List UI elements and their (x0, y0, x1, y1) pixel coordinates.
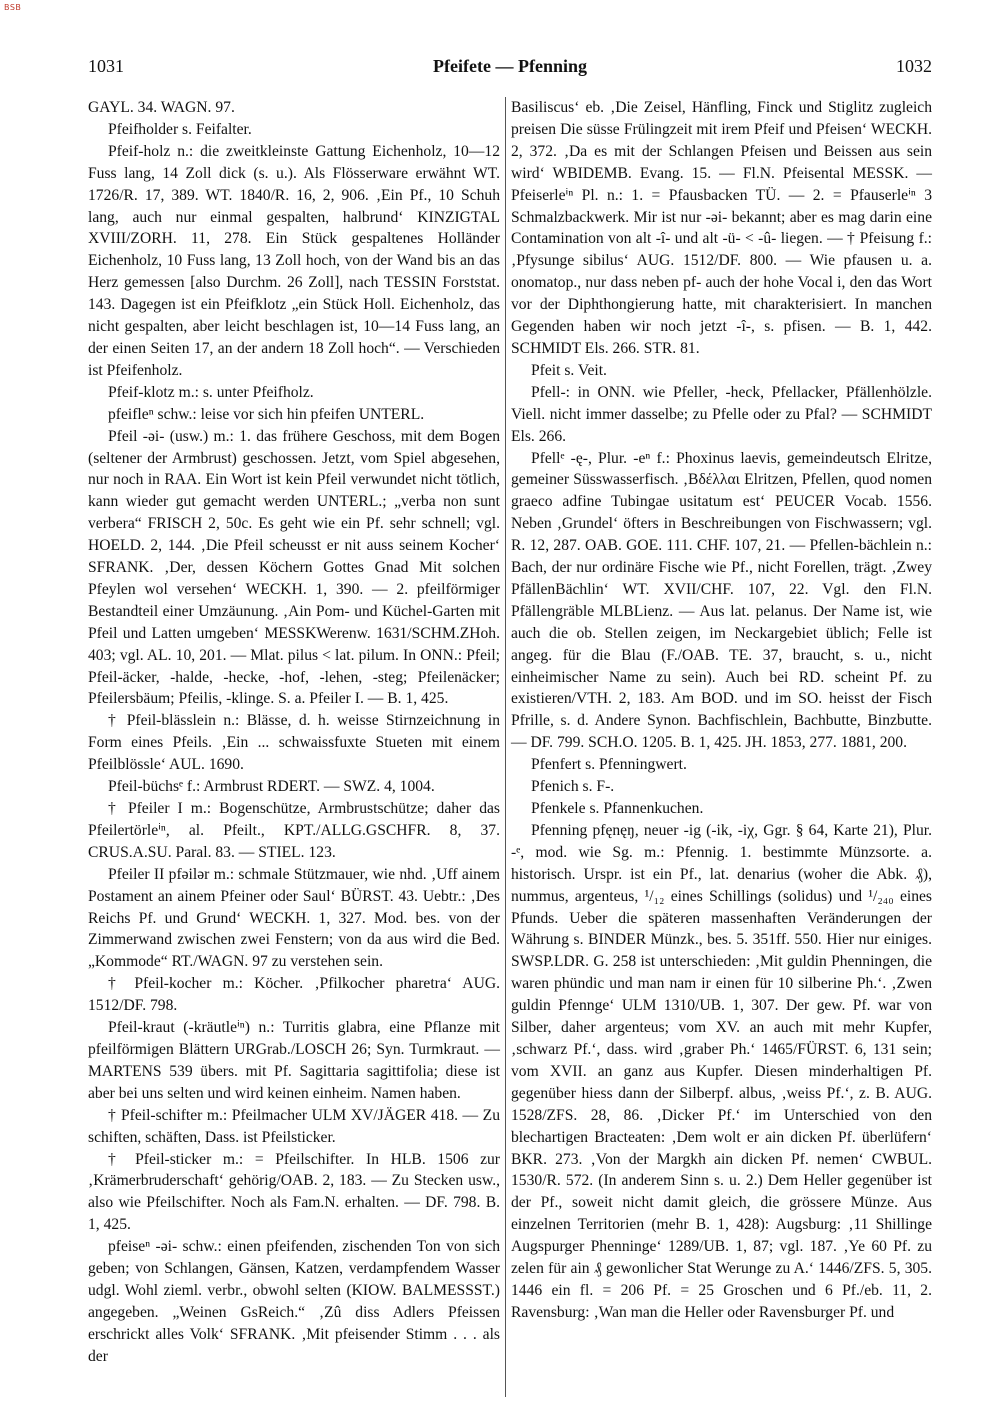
entry-pfenning: Pfenning pfęnęŋ, neuer -ig (-ik, -iχ, Ggr. § 64, Karte 21), Plur. -ᵉ, mod. wie Sg. m.: Pfennig. 1. bestimmte Münzsorte. a. historisch. Urspr. ist ein Pf., lat. denarius (woher die Abk. ₰), nummus, argenteus, ¹/₁₂ eines Schillings (solidus) und ¹/₂₄₀ eines Pfunds. Ueber die späteren massenhaften Veränderungen der Währung s. BINDER Münzk., bes. 5. 351ff. 550. Hier nur einiges. SWSP.LDR. G. 258 ist unterschieden: ‚Mit guldin Phenningen, die waren phündic und man nam ir einen für 10 silberine Ph.‘. ‚Zwen guldin Pfennge‘ ULM 1310/UB. 1, 307. Der gew. Pf. war von Silber, daher argenteus; vom XV. an auch mit mehr Kupfer, ‚schwarz Pf.‘, dass. wird ‚graber Ph.‘ 1465/FÜRST. 6, 131 sein; vom XVII. an ganz aus Kupfer. Diesen minderhaltigen Pf. gegenüber hiess dann der Silberpf. albus, ‚weiss Pf.‘, z. B. AUG. 1528/ZFS. 28, 86. ‚Dicker Pf.‘ im Unterschied von den blechartigen Bracteaten: ‚Dem wolt er ain dicken Pf. überlüfern‘ BKR. 273. ‚Von der Margkh ain dicken Pf. nemen‘ CWBUL. 1530/R. 572. (In anderem Sinn s. u. 2.) Dem Heller gegenüber ist der Pf., soweit nicht damit gleich, die grössere Münze. Aus einzelnen Territorien (mehr B. 1, 428): Augsburg: ‚11 Shillinge Augspurger Phenninge‘ 1289/UB. 1, 87; vgl. 187. ‚Ye 60 Pf. zu zelen für ain ₰ gewonlicher Stat Werunge zu A.‘ 1446/ZFS. 5, 305. 1446 ein fl. = 206 Pf. = 25 Groschen und 6 Pf./eb. 11, 2. Ravensburg: ‚Wan man die Heller oder Ravensburger Pf. und (511, 821, 932, 1321)
entry-pfeil: Pfeil -əi- (usw.) m.: 1. das frühere Geschoss, mit dem Bogen (seltener der Armbrust) geschossen. Jetzt, vom Spiel abgesehen, nur noch in RAA. Ein Wort ist kein Pfeil verwundet nicht tötlich, kann wieder gut gemacht werden UNTERL.; „verba non sunt verbera“ FRISCH 2, 50c. Es geht wie ein Pf. sehr schnell; vgl. HOELD. 2, 144. ‚Die Pfeil scheusst er nit auss seinem Kocher‘ SFRANK. ‚Der, dessen Köchern Gottes Gnad Mit solchen Pfeylen wol versehen‘ WECKH. 1, 390. — 2. pfeilförmiger Bestandteil einer Umzäunung. ‚Ain Pom- und Küchel-Garten mit Pfeil und Latten umgeben‘ MESSKWerenw. 1631/SCHM.ZHoh. 403; vgl. AL. 10, 201. — Mlat. pilus < lat. pilum. In ONN.: Pfeil; Pfeil-äcker, -halde, -hecke, -hof, -lehen, -steg; Pfeilenäcker; Pfeilersbäum; Pfeilis, -klinge. S. a. Pfeiler I. — B. 1, 425. (88, 427, 500, 708)
entry-text: GAYL. 34. WAGN. 97. (88, 99, 235, 116)
entry-pfeifholder: Pfeifholder s. Feifalter. (108, 120, 252, 138)
entry-pfeisen: pfeiseⁿ -əi- schw.: einen pfeifenden, zischenden Ton von sich geben; von Schlangen, Gänsen, Katzen, verdampfendem Wasser udgl. Wohl zieml. verbr., obwohl selten (KIOW. BALMESSST.) angegeben. „Weinen GsReich.“ ‚Zû diss Adlers Pfeissen erschrickt alles Volk‘ SFRANK. ‚Mit pfeisender Stimm . . . als der (88, 1238, 500, 1365)
entry-pfeil-blaesslein: † Pfeil-blässlein n.: Blässe, d. h. weisse Stirnzeichnung in Form eines Pfeils. ‚Ein ... schwaissfuxte Stueten mit einem Pfeilblössle‘ AUL. 1690. (88, 712, 500, 774)
right-column (511, 97, 932, 1324)
entry-pfeiler-2: Pfeiler II pfəilər m.: schmale Stützmauer, wie nhd. ‚Uff ainem Postament an ainem Pfeiner oder Saul‘ BÜRST. 43. Uebtr.: ‚Des Reichs Pf. und Grund‘ WECKH. 1, 327. Mod. bes. von der Zimmerwand zwischen zwei Fenstern; von da aus wird die Bed. „Kommode“ RT./WAGN. 97 zu verstehen sein. (88, 865, 500, 971)
entry-pfeit: Pfeit s. Veit. (531, 361, 607, 379)
entry-pfell: Pfell-: in ONN. wie Pfeller, -heck, Pfellacker, Pfällenhölzle. Viell. nicht immer dasselbe; zu Pfelle oder zu Pfal? — SCHMIDT Els. 266. (511, 383, 932, 445)
left-column (88, 97, 500, 1368)
left-page-number: 1031 (88, 56, 124, 76)
right-page-number: 1032 (896, 56, 932, 76)
library-stamp: BSB (4, 3, 22, 12)
running-title: Pfeifete — Pfenning (433, 56, 587, 76)
entry-pfeiler-1: † Pfeiler I m.: Bogenschütze, Armbrustschütze; daher das Pfeilertörleⁱⁿ, al. Pfeilt., KPT./ALLG.GSCHFR. 8, 37. CRUS.A.SU. Paral. 83. — STIEL. 123. (88, 800, 500, 861)
column-divider (505, 97, 506, 1397)
entry-pfeil-kraut: Pfeil-kraut (-kräutleⁱⁿ) n.: Turritis glabra, eine Pflanze mit pfeilförmigen Blättern URGrab./LOSCH 26; Syn. Turmkraut. — MARTENS 539 übers. mit Pf. Sagittaria sagittifolia; diese ist aber bei uns selten und wird keinen einheim. Namen haben. (88, 1019, 500, 1102)
entry-pfeif-klotz: Pfeif-klotz m.: s. unter Pfeifholz. (108, 383, 314, 401)
entry-pfeil-buechse: Pfeil-büchsᵉ f.: Armbrust RDERT. — SWZ. 4, 1004. (108, 778, 435, 796)
entry-pfeil-sticker: † Pfeil-sticker m.: = Pfeilschifter. In HLB. 1506 zur ‚Krämerbruderschaft‘ gehörig/OAB. 2, 183. — Zu Stecken usw., also wie Pfeilschifter. Noch als Fam.N. erhalten. — DF. 798. B. 1, 425. (88, 1150, 500, 1234)
entry-pfenkele: Pfenkele s. Pfannenkuchen. (531, 800, 704, 817)
entry-pfenich: Pfenich s. F-. (531, 778, 615, 796)
entry-continuation: Basiliscus‘ eb. ‚Die Zeisel, Hänfling, Finck und Stiglitz zugleich preisen Die süsse Frülingzeit mit irem Pfeif und Pfeisen‘ WECKH. 2, 372. ‚Da es mit der Schlangen Pfeisen und Beissen aus sein wird‘ WBIDEMB. Evang. 15. — Fl.N. Pfeisental MESSK. — Pfeiserleⁱⁿ Pl. n.: 1. = Pfausbacken TÜ. — 2. = Pfauserleⁱⁿ 3 Schmalzbackwerk. Mir ist nur -əi- bekannt; aber es mag darin eine Contamination von alt -î- und alt -ü- < -û- liegen. — † Pfeisung f.: ‚Pfysunge sibilus‘ AUG. 1512/DF. 800. — Wie pfausen u. a. onomatop., nur dass neben pf- auch der hohe Vocal i, den das Wort vor der Diphthongierung hatte, mit charakterisiert. In manchen Gegenden haben wir noch jetzt -î-, s. pfisen. — B. 1, 442. SCHMIDT Els. 266. STR. 81. (511, 99, 932, 357)
entry-pfeil-kocher: † Pfeil-kocher m.: Köcher. ‚Pfilkocher pharetra‘ AUG. 1512/DF. 798. (88, 975, 500, 1015)
entry-pfeifle: pfeifleⁿ schw.: leise vor sich hin pfeifen UNTERL. (108, 405, 425, 423)
page-header (88, 56, 932, 86)
entry-pfelle: Pfellᵉ -ę-, Plur. -eⁿ f.: Phoxinus laevis, gemeindeutsch Elritze, gemeiner Süsswasserfisch. ‚Βδέλλαι Elritzen, Pfellen, quod nomen graeco adfine Tubingae usitatum est‘ PEUCER Vocab. 1556. Neben ‚Grundel‘ öfters in Beschreibungen von Fischwassern; vgl. R. 12, 287. OAB. GOE. 111. CHF. 107, 21. — Pfellen-bächlein n.: Bach, der nur ordinäre Fische wie Pf., nicht Forellen, trägt. ‚Zwey PfällenBächlin‘ WT. XVII/CHF. 107, 22. Vgl. den Fl.N. Pfällengräble MLBLienz. — Aus lat. pelanus. Der Name ist, wie auch die ob. Stellen zeigen, im Neckargebiet üblich; Felle ist angeg. für die Blau (F./OAB. TE. 37, braucht, s. u., nicht einheimischer Name zu sein). Auch bei RD. scheint Pf. zu existieren/VTH. 2, 183. Am BOD. und im SO. heisst der Fisch Pfrille, s. d. Andere Synon. Bachfischlein, Bachbutte, Binzbutte. — DF. 799. SCH.O. 1205. B. 1, 425. JH. 1853, 277. 1881, 200. (511, 449, 932, 752)
entry-pfenfert: Pfenfert s. Pfenningwert. (531, 756, 687, 774)
entry-pfeif-holz: Pfeif-holz n.: die zweitkleinste Gattung Eichenholz, 10—12 Fuss lang, 14 Zoll dick (s. u.). Als Flösserware erwähnt WT. 1726/R. 17, 389. WT. 1840/R. 16, 2, 906. ‚Ein Pf., 10 Schuh lang, auch nur einmal gespalten, halbrund‘ KINZIGTAL XVIII/ZORH. 11, 278. Ein Stück gespaltenes Holländer Eichenholz, 10 Fuss lang, 13 Zoll hoch, von der Wand bis an das Herz gemessen [also Durchm. 26 Zoll], nach TESSIN Forststat. 143. Dagegen ist ein Pfeifklotz „ein Stück Holl. Eichenholz, das nicht gespalten, aber leicht beschlagen ist, 10—14 Fuss lang, an der einen Seiten 17, an der andern 18 Zoll hoch“. — Verschieden ist Pfeifenholz. (88, 142, 500, 379)
entry-pfeil-schifter: † Pfeil-schifter m.: Pfeilmacher ULM XV/JÄGER 418. — Zu schiften, schäften, Dass. ist Pfeilsticker. (88, 1106, 500, 1146)
